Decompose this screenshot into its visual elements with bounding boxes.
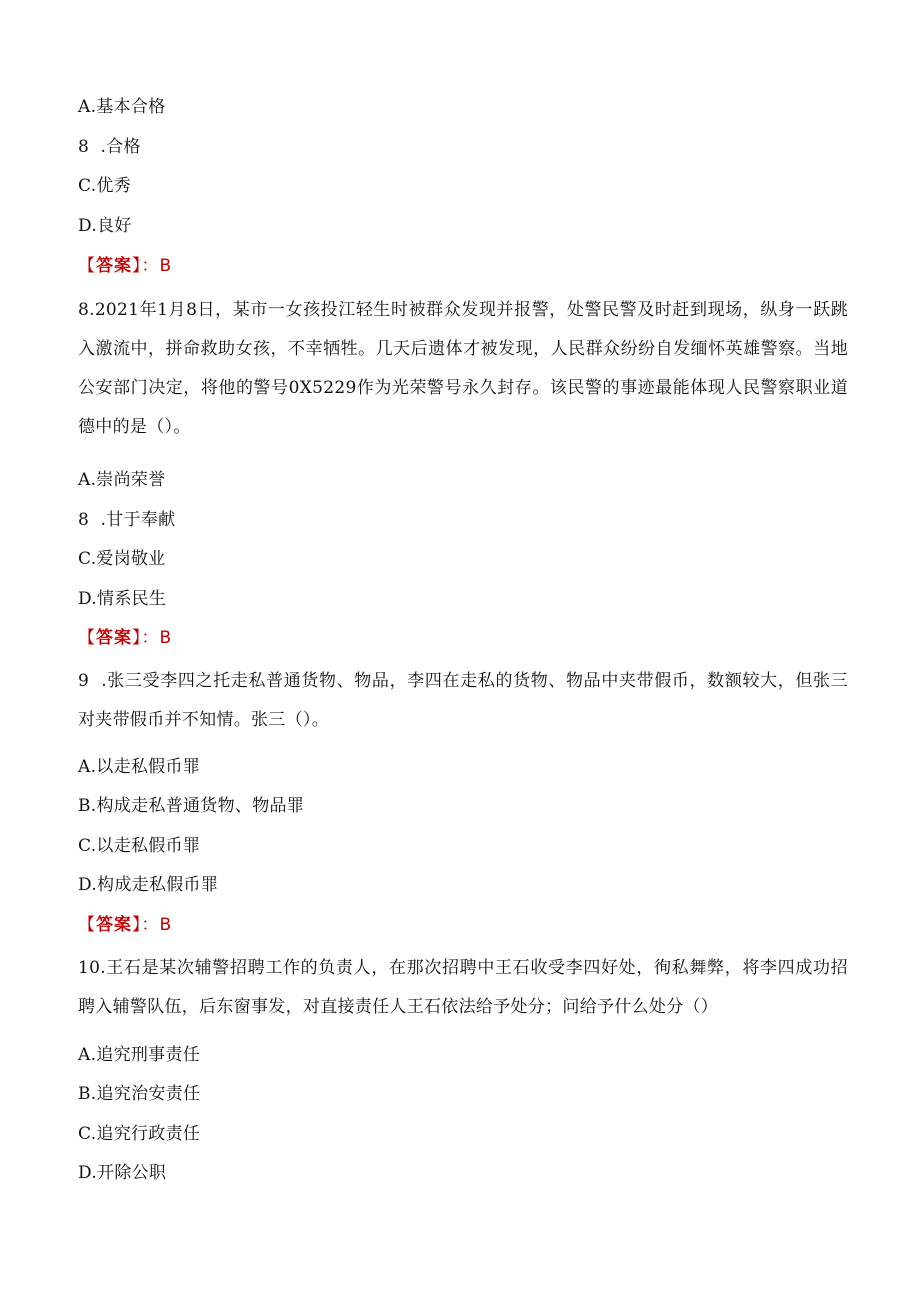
option-c: C.优秀 bbox=[78, 176, 132, 196]
answer-open-bracket: 【 bbox=[78, 628, 96, 648]
question-10-stem: 10.王石是某次辅警招聘工作的负责人，在那次招聘中王石收受李四好处，徇私舞弊，将李四成功招聘入辅警队伍，后东窗事发，对直接责任人王石依法给予处分；问给予什么处分（） bbox=[78, 958, 848, 1017]
q8-option-d: D.情系民生 bbox=[78, 589, 167, 609]
answer-close-bracket: 】 bbox=[132, 915, 142, 935]
q10-option-d: D.开除公职 bbox=[78, 1163, 167, 1183]
answer-label: 答案 bbox=[96, 915, 132, 935]
answer-colon: ： bbox=[141, 256, 160, 276]
option-d: D.良好 bbox=[78, 216, 132, 236]
answer-open-bracket: 【 bbox=[78, 915, 96, 935]
answer-value: B bbox=[159, 256, 173, 276]
answer-line bbox=[78, 256, 172, 276]
q9-option-b: B.构成走私普通货物、物品罪 bbox=[78, 796, 305, 816]
q8-answer-line bbox=[78, 628, 172, 648]
q10-option-a: A.追究刑事责任 bbox=[78, 1045, 201, 1065]
answer-open-bracket: 【 bbox=[78, 256, 96, 276]
q10-option-c: C.追究行政责任 bbox=[78, 1124, 201, 1144]
q10-option-b: B.追究治安责任 bbox=[78, 1084, 201, 1104]
option-a: A.基本合格 bbox=[78, 97, 166, 117]
option-b: 8 .合格 bbox=[78, 137, 141, 157]
q8-option-c: C.爱岗敬业 bbox=[78, 549, 166, 569]
answer-label: 答案 bbox=[96, 628, 132, 648]
answer-close-bracket: 】 bbox=[132, 256, 142, 276]
q9-option-a: A.以走私假币罪 bbox=[78, 757, 201, 777]
question-8-stem: 8.2021年1月8日，某市一女孩投江轻生时被群众发现并报警，处警民警及时赶到现场，纵身一跃跳入激流中，拼命救助女孩，不幸牺牲。几天后遗体才被发现，人民群众纷纷自发缅怀英雄警察。当地公安部门决定，将他的警号0X5229作为光荣警号永久封存。该民警的事迹最能体现人民警察职业道德中的是（）。 bbox=[78, 300, 848, 437]
answer-value: B bbox=[159, 915, 173, 935]
answer-label: 答案 bbox=[96, 256, 132, 276]
q9-answer-line bbox=[78, 915, 172, 935]
answer-colon: ： bbox=[141, 628, 160, 648]
answer-colon: ： bbox=[141, 915, 160, 935]
question-9-stem: 9 .张三受李四之托走私普通货物、物品，李四在走私的货物、物品中夹带假币，数额较大，但张三对夹带假币并不知情。张三（）。 bbox=[78, 671, 848, 730]
q9-option-d: D.构成走私假币罪 bbox=[78, 875, 219, 895]
q9-option-c: C.以走私假币罪 bbox=[78, 836, 201, 856]
answer-close-bracket: 】 bbox=[132, 628, 142, 648]
answer-value: B bbox=[159, 628, 173, 648]
q8-option-a: A.崇尚荣誉 bbox=[78, 470, 166, 490]
q8-option-b: 8 .甘于奉献 bbox=[78, 510, 176, 530]
